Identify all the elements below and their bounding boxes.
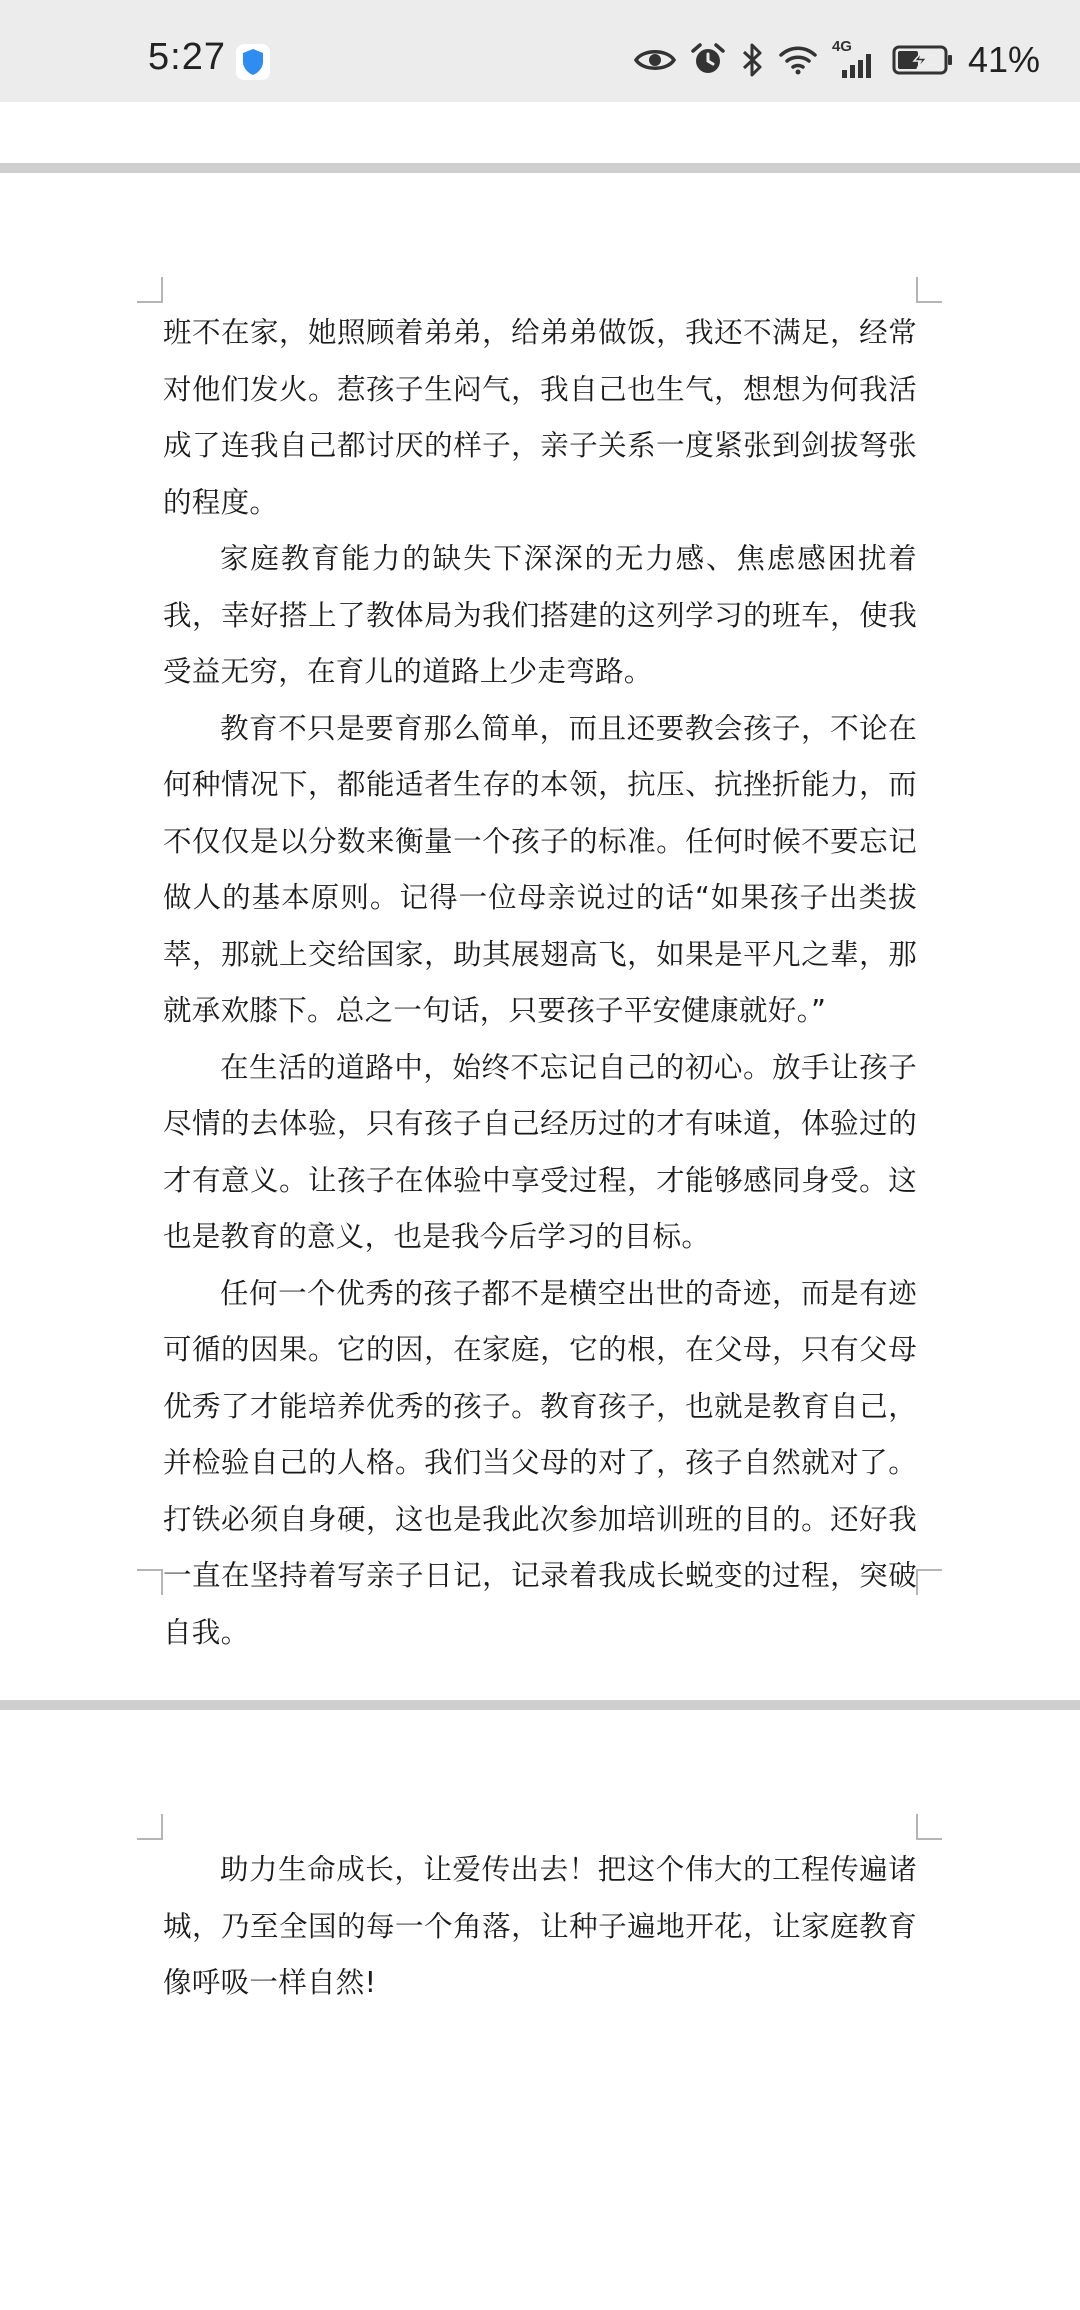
margin-corner-top-right (916, 1814, 942, 1840)
signal-icon (831, 38, 878, 78)
wifi-icon (778, 44, 818, 76)
network-type: 4G (831, 38, 852, 55)
paragraph: 在生活的道路中，始终不忘记自己的初心。放手让孩子尽情的去体验，只有孩子自己经历过的才有味道，体验过的才有意义。让孩子在体验中享受过程，才能够感同身受。这也是教育的意义，也是我今后学习的目标。 (163, 1050, 917, 1253)
margin-corner-top-left (137, 277, 163, 303)
bluetooth-icon (740, 42, 764, 78)
page-separator (0, 1700, 1080, 1710)
paragraph: 家庭教育能力的缺失下深深的无力感、焦虑感困扰着我，幸好搭上了教体局为我们搭建的这列学习的班车，使我受益无穷，在育儿的道路上少走弯路。 (163, 542, 917, 688)
status-bar (0, 0, 1080, 102)
paragraph: 教育不只是要育那么简单，而且还要教会孩子，不论在何种情况下，都能适者生存的本领，抗压、抗挫折能力，而不仅仅是以分数来衡量一个孩子的标准。任何时候不要忘记做人的基本原则。记得一位母亲说过的话“如果孩子出类拔萃，那就上交给国家，助其展翅高飞，如果是平凡之辈，那就承欢膝下。总之一句话，只要孩子平安健康就好。” (163, 711, 917, 1027)
margin-corner-bottom-right (916, 1569, 942, 1595)
document-page-1[interactable] (0, 173, 1080, 1700)
battery-percent: 41% (967, 39, 1040, 80)
paragraph: 助力生命成长，让爱传出去！把这个伟大的工程传遍诸城，乃至全国的每一个角落，让种子遍地开花，让家庭教育像呼吸一样自然! (163, 1853, 917, 1999)
margin-corner-top-right (916, 277, 942, 303)
margin-corner-bottom-left (137, 1569, 163, 1595)
paragraph: 任何一个优秀的孩子都不是横空出世的奇迹，而是有迹可循的因果。它的因，在家庭，它的根，在父母，只有父母优秀了才能培养优秀的孩子。教育孩子，也就是教育自己，并检验自己的人格。我们当父母的对了，孩子自然就对了。打铁必须自身硬，这也是我此次参加培训班的目的。还好我一直在坚持着写亲子日记，记录着我成长蜕变的过程，突破自我。 (163, 1276, 917, 1649)
page-1-body (163, 305, 917, 1661)
eye-icon (634, 45, 676, 75)
document-page-2[interactable] (0, 1710, 1080, 2310)
alarm-icon (690, 42, 726, 78)
margin-corner-top-left (137, 1814, 163, 1840)
battery-icon (892, 44, 954, 76)
shield-icon (236, 44, 270, 80)
status-icons (620, 36, 1040, 84)
paragraph: 班不在家，她照顾着弟弟，给弟弟做饭，我还不满足，经常对他们发火。惹孩子生闷气，我自己也生气，想想为何我活成了连我自己都讨厌的样子，亲子关系一度紧张到剑拔弩张的程度。 (163, 316, 917, 519)
page-2-body (163, 1842, 917, 2012)
page-separator (0, 163, 1080, 173)
status-time: 5:27 (148, 36, 226, 78)
